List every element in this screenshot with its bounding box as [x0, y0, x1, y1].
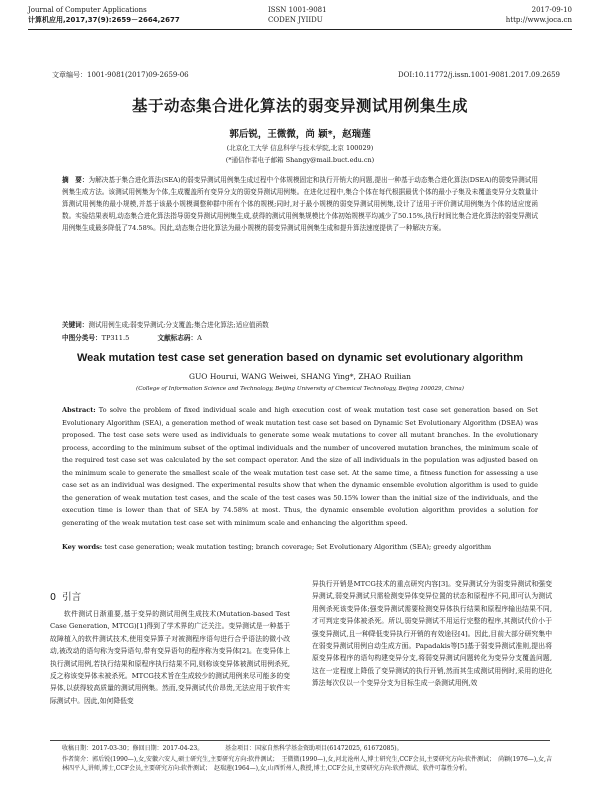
issue-date: 2017-09-10: [531, 6, 572, 14]
coden: CODEN JYIIDU: [268, 16, 323, 24]
authors-en: GUO Hourui, WANG Weiwei, SHANG Ying*, ZHAO Ruilian: [188, 372, 412, 381]
corresponding-author-cn: (*通信作者电子邮箱 Shangy@mail.buct.edu.cn): [225, 156, 375, 164]
title-cn: 基于动态集合进化算法的弱变异测试用例集生成: [131, 97, 468, 115]
issn: ISSN 1001-9081: [268, 6, 327, 14]
affiliation-cn: (北京化工大学 信息科学与技术学院,北京 100029): [226, 144, 374, 152]
article-number: 文章编号：1001-9081(2017)09-2659-06: [52, 71, 189, 79]
keywords-en-text: test case generation; weak mutation testing; branch coverage; Set Evolutionary Algorithm (SEA); greedy algorithm: [104, 543, 492, 551]
abstract-en-label: Abstract:: [62, 406, 96, 414]
journal-name-en: Journal of Computer Applications: [28, 6, 147, 14]
section-number: 0: [50, 592, 57, 603]
abstract-cn: [62, 174, 538, 324]
journal-url: http://www.joca.cn: [505, 16, 572, 24]
keywords-cn-text: 测试用例生成;弱变异测试;分支覆盖;集合进化算法;适应值函数: [88, 321, 269, 329]
clc-value: TP311.5: [101, 334, 130, 342]
abstract-cn-label: 摘 要：: [62, 176, 89, 184]
authors-cn: 郭后锐，王微微，尚 颖*，赵瑞莲: [229, 129, 371, 140]
journal-citation: 计算机应用,2017,37(9):2659－2664,2677: [28, 16, 180, 24]
body-left-column: 软件测试日渐重要,基于变异的测试用例生成技术(Mutation-based Test Case Generation, MTCG)[1]得到了学术界的广泛关注。变异测试是一种基于故障植入的软件测试技术,使用变异算子对被测程序语句进行合乎语法的微小改动,被改动的语句称为变异语句,带有变异语句的程序称为变异体[2]。在变异体上执行测试用例,若执行结果和原程序执行结果不同,则称该变异体被测试用例杀死,反之称该变异体未被杀死。MTCG技术旨在生成较少的测试用例来尽可能多的变异体,以获得较高质量的测试用例集。然而,变异测试代价昂贵,无法应用于软件实际测试中。因此,如何降低变: [50, 610, 290, 705]
doc-code-value: A: [197, 334, 202, 342]
doi: DOI:10.11772/j.issn.1001-9081.2017.09.2659: [398, 71, 560, 79]
footnote-rule: [50, 740, 550, 741]
header-rule: [28, 29, 572, 30]
classification-cn: [62, 332, 538, 344]
funding: 基金项目：国家自然科学基金资助项目(61472025, 61672085)。: [225, 745, 403, 752]
affiliation-en: (College of Information Science and Technology, Beijing University of Chemical Technology, Beijing 100029, China): [136, 386, 464, 392]
keywords-cn: [62, 319, 538, 331]
keywords-cn-label: 关键词：: [62, 321, 89, 329]
author-bios: 作者简介：郭后锐(1990—),女,安徽六安人,硕士研究生,主要研究方向:软件测试； 王微微(1990—),女,河北沧州人,博士研究生,CCF会员,主要研究方向:软件测试； 尚颖(1976—),女,吉林四平人,讲师,博士,CCF会员,主要研究方向:软件测试； 赵瑞莲(1964—),女,山西忻州人,教授,博士,CCF会员,主要研究方向:软件测试、软件可靠性分析。: [62, 756, 552, 772]
doc-code-label: 文献标志码：: [157, 334, 198, 342]
title-en: Weak mutation test case set generation based on dynamic set evolutionary algorithm: [76, 352, 524, 364]
keywords-en: [62, 541, 538, 554]
abstract-en: [62, 404, 538, 554]
received-date: 收稿日期：2017-03-30；修回日期：2017-04-23。: [62, 745, 204, 752]
abstract-cn-text: 为解决基于集合进化算法(SEA)的弱变异测试用例集生成过程中个体规模固定和执行开销大的问题,提出一种基于动态集合进化算法(DSEA)的弱变异测试用例集生成方法。该测试用例集为个体,生成覆盖所有变异分支的弱变异测试用例集。在进化过程中,集合个体在每代根据最优个体的最小子集及未覆盖变异分支数量计算测试用例集的最小规模,并基于该最小规模调整种群中所有个体的规模;同时,对于最小规模的弱变异测试用例集,设计了适用于评价测试用例集为个体的适应度函数。实验结果表明,动态集合进化算法指导弱变异测试用例集生成,获得的测试用例集规模比个体初始规模平均减少了50.15%,执行时间比集合进化算法的弱变异测试用例集生成最多降低了74.58%。因此,动态集合进化算法为最小规模的弱变异测试用例集生成和提升算法速度提供了一种解决方案。: [62, 176, 538, 232]
section-heading: [50, 589, 81, 603]
keywords-en-label: Key words:: [62, 543, 103, 551]
footnote-dates-funding: [62, 744, 552, 753]
section-title: 引言: [62, 592, 82, 603]
clc-label: 中图分类号：: [62, 334, 102, 342]
body-right-column: 异执行开销是MTCG技术的重点研究内容[3]。变异测试分为弱变异测试和强变异测试,弱变异测试只需检测变异体变异位置的状态和原程序不同,即可认为测试用例杀死该变异体;强变异测试需要检测变异体执行结果和原程序输出结果不同,才可判定变异体被杀死。所以,弱变异测试不用运行完整的程序,其测试代价小于强变异测试,且一种降低变异执行开销的有效途径[4]。因此,目前大部分研究集中在弱变异测试用例自动生成方面。Papadakis等[5]基于弱变异测试准则,提出将原变异体程序的语句构建变异分支,将弱变异测试问题转化为变异分支覆盖问题,这在一定程度上降低了变异测试的执行开销,然而其生成测试用例时,采用的进化算法每次仅以一个变异分支为目标生成一条测试用例,效: [312, 580, 552, 688]
abstract-en-text: To solve the problem of fixed individual scale and high execution cost of weak mutation test case set generation based on Set Evolutionary Algorithm (SEA), a generation method of weak mutation test case set based on Dynamic Set Evolutionary Algorithm (DSEA) was proposed. The test case sets were used as individuals to generate some weak mutations to cover all mutant branches. In the evolutionary process, according to the minimum subset of the optimal individuals and the number of uncovered mutation branches, the minimum scale of the required test case set was calculated by the set compact operator. And the size of all individuals in the population was adjusted based on the minimum scale to generate the smallest scale of the weak mutation test case set. At the same time, a fitness function for assessing a use case set as an individual was designed. The experimental results show that when the dynamic ensemble evolution algorithm is used to guide the generation of weak mutation test cases, and the scale of the test cases was 50.15% lower than the initial size of the individuals, and the execution time is lower than that of SEA by 74.58% at most. Thus, the dynamic ensemble evolution algorithm provides a solution for generating of the weak mutation test case set with minimum scale and enhancing the algorithm speed.: [62, 406, 538, 527]
